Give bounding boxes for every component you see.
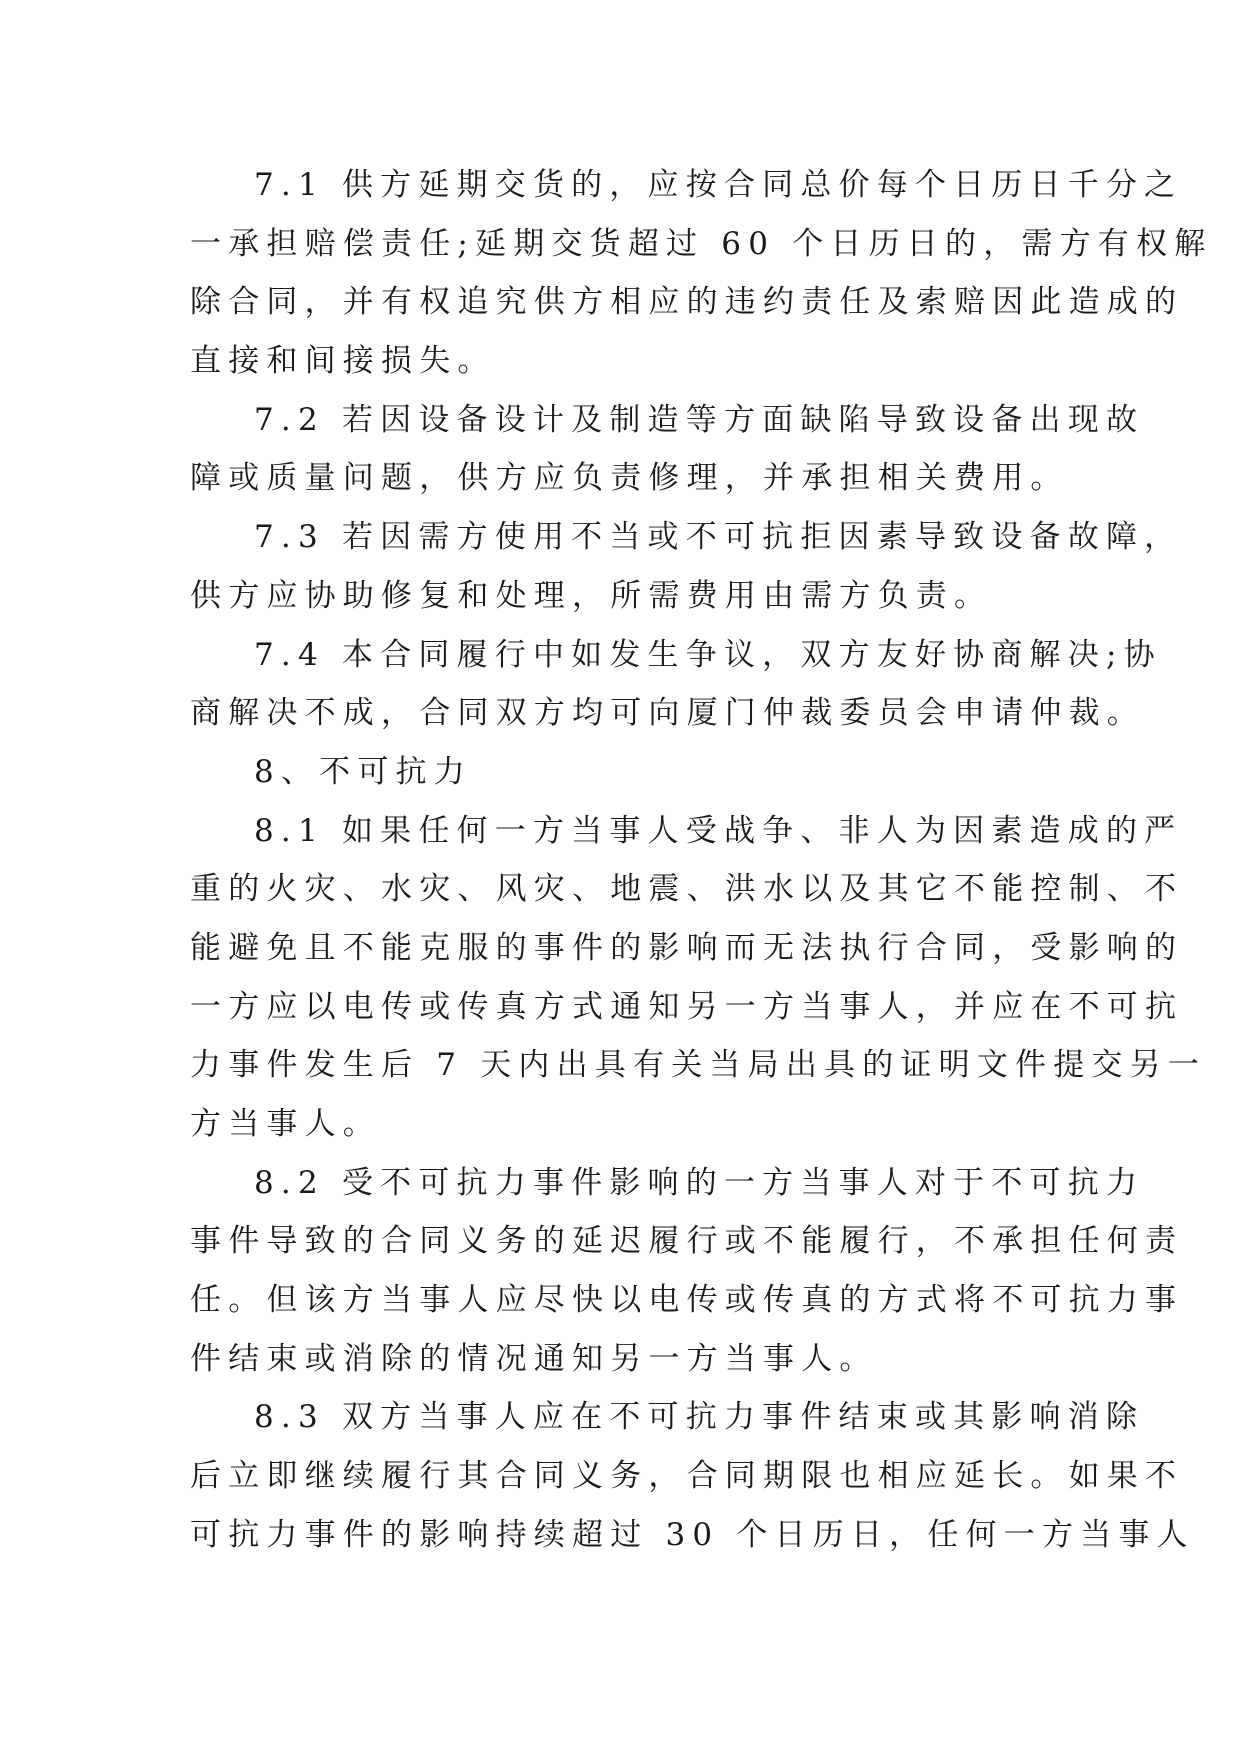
clause-7-4: [190, 626, 1162, 743]
text-line: 除合同，并有权追究供方相应的违约责任及索赔因此造成的: [190, 284, 1184, 321]
text-line: 能避免且不能克服的事件的影响而无法执行合同，受影响的: [190, 929, 1184, 966]
text-line: 7.4 本合同履行中如发生争议，双方友好协商解决;协: [254, 636, 1162, 673]
clause-8-3: [190, 1388, 1195, 1564]
text-line: 任。但该方当事人应尽快以电传或传真的方式将不可抗力事: [190, 1282, 1184, 1319]
text-line: 7.3 若因需方使用不当或不可抗拒因素导致设备故障，: [254, 519, 1183, 556]
text-line: 一承担赔偿责任;延期交货超过 60 个日历日的，需方有权解: [190, 225, 1213, 262]
clause-7-3: [190, 508, 1183, 625]
text-line: 7.1 供方延期交货的，应按合同总价每个日历日千分之: [254, 167, 1183, 203]
text-line: 7.2 若因设备设计及制造等方面缺陷导致设备出现故: [254, 401, 1145, 438]
text-line: 件结束或消除的情况通知另一方当事人。: [190, 1340, 878, 1377]
text-line: 障或质量问题，供方应负责修理，并承担相关费用。: [190, 460, 1069, 497]
text-line: 8.3 双方当事人应在不可抗力事件结束或其影响消除: [254, 1399, 1145, 1436]
clause-8-1: [190, 802, 1207, 1154]
text-line: 供方应协助修复和处理，所需费用由需方负责。: [190, 577, 993, 614]
text-line: 可抗力事件的影响持续超过 30 个日历日，任何一方当事人: [190, 1516, 1195, 1553]
text-line: 重的火灾、水灾、风灾、地震、洪水以及其它不能控制、不: [190, 871, 1184, 908]
text-line: 事件导致的合同义务的延迟履行或不能履行，不承担任何责: [190, 1223, 1184, 1260]
clause-7-2: [190, 391, 1145, 508]
text-line: 商解决不成，合同双方均可向厦门仲裁委员会申请仲裁。: [190, 695, 1145, 732]
text-line: 一方应以电传或传真方式通知另一方当事人，并应在不可抗: [190, 988, 1184, 1025]
text-line: 方当事人。: [190, 1106, 381, 1142]
text-line: 直接和间接损失。: [190, 343, 496, 380]
text-line: 8.1 如果任何一方当事人受战争、非人为因素造成的严: [254, 812, 1183, 849]
text-line: 8.2 受不可抗力事件影响的一方当事人对于不可抗力: [254, 1164, 1145, 1201]
text-line: 力事件发生后 7 天内出具有关当局出具的证明文件提交另一: [190, 1047, 1207, 1084]
document-page: [190, 156, 1213, 1565]
clause-7-1: [190, 156, 1213, 391]
clause-8-2: [190, 1154, 1184, 1389]
text-line: 后立即继续履行其合同义务，合同期限也相应延长。如果不: [190, 1458, 1184, 1495]
section-title: 8、不可抗力: [254, 753, 472, 790]
section-8-heading: [190, 743, 1050, 802]
